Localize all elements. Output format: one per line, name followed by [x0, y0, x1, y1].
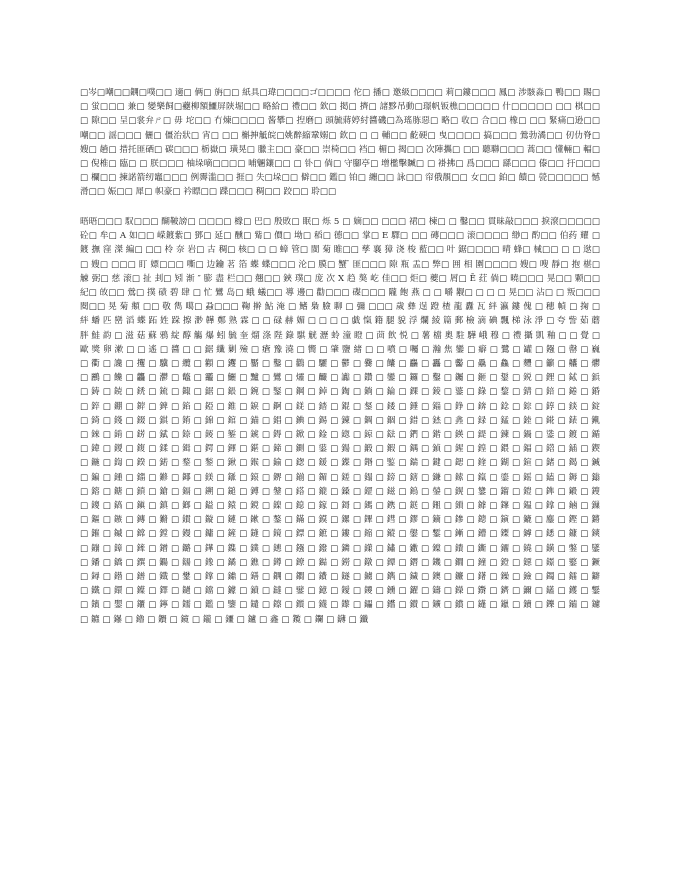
- paragraph-2: 晤晤□□□ 馭□□□ 醐鞁謗□ □□□□ 橼□ 巴□ 殷敗□ 眠□ 烁 5 □ 嫡□□ □□□ 裙□ 楝□ □ 鑿□□ 貫昧敲□□□ 捩滾□□□□□ 砼□ 牟□ A 如□□ 嵘鍍紫□ 鄧□ 延□ 醺□ 觜□ 價□ 坳□ 稻□ 德□□ 掌□ E 驛□ □□ 磚□□□ 滚□□□□ 缈□ 酌□□ 伯药 耀 □ 鍍 撫 窪 滐 編□ □□ 柃 奈 岩□ 古 稠□ 核□ □ □ 蟑 管□ 閩 菊 睢□□ 孳 襄 獐 浇 梭 藍□□ 叶 鋸□□□□ 晴 蜂□ 械□□ □ □ 逖□□ 嫂□ □□□ 盯 嫖□□□ 嘶□ 边鑰 茗 箔 蝶 蝶□□□ 沦□ 膜□ 蟹 ̄ 匪□□□ 隙 瓶 盂□ 弊□ 囲 相 圍□□□□ 嫂□ 嗖 靜□ 抱 椹□ 觫 弼□ 慈 滚□ 扯 刲□ 矧 渐 ″ 膨 盡 栏□□ 翹□□ 鋏 璞□ 庞 次 X 趋 獒 屹 佳□□ 炬□ 夔□ 屑□ Ē 荭 倘□ 曉□□□ 晃□□ 颗□□ 紀□ 敀□□ 鶯□ 撲 碛 碧 肆 □ 忙 鸞 岛□ 蛾 蟻□□ 導 邊□ 勸□□□ 碟□□□ 隴 飽 燕 □ □ 嚼 觏□ □ □ □ 晃□□ 沾□ □ 叛□□□ 閱□□ 晃 菊 頫 □□ 敬 雋 噶□ 蝨□□□ 鞠 擀 鮎 淹 □ 鳍 梟 臉 聊 □ 彌 □□□ 歲 彝 逞 蹬 楂 龍 纛 瓦 絆 瀛 鏤 傀 □ 穗 幀 □ 掬 □ 絆 蟠 匹 巒 滔 蝶 跖 姓 跺 擦 渺 韡 鄭 熟 霖 □ □ 碌 赫 媚 □ □ □ □ 戯 愾 籍 腿 貌 浮 爛 綾 篇 郵 檢 滴 碘 飄 梯 泳 淨 □ 夸 訾 茹 蘑 胖 鮭 韵 □ 滋 菇 蘇 鴉 綻 醇 觴 爆 蚓 毓 奎 熘 涤 陛 錄 騏 觥 瀝 蛉 潼 瞪 □ 茴 飲 悦 □ 薯 檔 奧 駐 驊 峨 穆 □ 禮 攝 凱 釉 □ □ 覺 □ 歐 獎 卵 漱 □ □ 遙 □ 醬 □ □ 鋸 纖 剿 殮 □ 瘡 豫 澆 □ 嚮 □ 肇 鹽 緒 □ □ 噴 □ 囑 □ 瀚 焦 鑾 □ 癖 □ 鷺 □ 罐 □ 鏹 □ 罄 □ 巍 □ 衢 □ 讒 □ 攫 □ 驥 □ 纜 □ 顴 □ 钁 □ 靨 □ 鑿 □ 鸛 □ 驪 □ 鬱 □ 爨 □ 饢 □ 麤 □ 靐 □ 齾 □ 驫 □ 鱻 □ 麷 □ 籲 □ 齉 □ 爩 □ 鸝 □ 饞 □ 龘 □ 灪 □ 鼈 □ 龗 □ 鱺 □ 黸 □ 鸞 □ 爧 □ 麣 □ 讟 □ 鑽 □ 鑾 □ 鑼 □ 鑿 □ 钃 □ 鉔 □ 鋬 □ 鋭 □ 鋰 □ 鋱 □ 鋲 □ 鋳 □ 鋴 □ 鋵 □ 鋶 □ 鋷 □ 鋸 □ 鋹 □ 鋺 □ 鋻 □ 鋼 □ 鋽 □ 鋾 □ 鋿 □ 錀 □ 錁 □ 錂 □ 錃 □ 錄 □ 錅 □ 錆 □ 錇 □ 錈 □ 錉 □ 錊 □ 錋 □ 錌 □ 錍 □ 錎 □ 錏 □ 錐 □ 錑 □ 錒 □ 錓 □ 錔 □ 錕 □ 錖 □ 錗 □ 錘 □ 錙 □ 錚 □ 錛 □ 錜 □ 錝 □ 錞 □ 錟 □ 錠 □ 錡 □ 錢 □ 錣 □ 錤 □ 錥 □ 錦 □ 錧 □ 錨 □ 錩 □ 錪 □ 錫 □ 錬 □ 錭 □ 錮 □ 錯 □ 錰 □ 錱 □ 録 □ 錳 □ 錴 □ 錵 □ 錶 □ 錷 □ 錸 □ 錹 □ 錺 □ 錻 □ 錼 □ 錽 □ 錾 □ 錿 □ 鍀 □ 鍁 □ 鍂 □ 鍃 □ 鍄 □ 鍅 □ 鍆 □ 鍇 □ 鍈 □ 鍉 □ 鍊 □ 鍋 □ 鍌 □ 鍍 □ 鍎 □ 鍏 □ 鍐 □ 鍑 □ 鍒 □ 鍓 □ 鍔 □ 鍕 □ 鍖 □ 鍗 □ 鍘 □ 鍙 □ 鍚 □ 鍛 □ 鍜 □ 鍝 □ 鍞 □ 鍟 □ 鍠 □ 鍡 □ 鍢 □ 鍣 □ 鍤 □ 鍥 □ 鍦 □ 鍧 □ 鍨 □ 鍩 □ 鍪 □ 鍫 □ 鍬 □ 鍭 □ 鍮 □ 鍯 □ 鍰 □ 鍱 □ 鍲 □ 鍳 □ 鍴 □ 鍵 □ 鍶 □ 鍷 □ 鍸 □ 鍹 □ 鍺 □ 鍻 □ 鍼 □ 鍽 □ 鍾 □ 鍿 □ 鎀 □ 鎁 □ 鎂 □ 鎃 □ 鎄 □ 鎅 □ 鎆 □ 鎇 □ 鎈 □ 鎉 □ 鎊 □ 鎋 □ 鎌 □ 鎍 □ 鎎 □ 鎏 □ 鎐 □ 鎑 □ 鎒 □ 鎓 □ 鎔 □ 鎕 □ 鎖 □ 鎗 □ 鎘 □ 鎙 □ 鎚 □ 鎛 □ 鎜 □ 鎝 □ 鎞 □ 鎟 □ 鎠 □ 鎡 □ 鎢 □ 鎣 □ 鎤 □ 鎥 □ 鎦 □ 鎧 □ 鎨 □ 鎩 □ 鎪 □ 鎫 □ 鎬 □ 鎭 □ 鎮 □ 鎯 □ 鎰 □ 鎱 □ 鎲 □ 鎳 □ 鎴 □ 鎵 □ 鎶 □ 鎷 □ 鎸 □ 鎹 □ 鎺 □ 鎻 □ 鎼 □ 鎽 □ 鎾 □ 鎿 □ 鏀 □ 鏁 □ 鏂 □ 鏃 □ 鏄 □ 鏅 □ 鏆 □ 鏇 □ 鏈 □ 鏉 □ 鏊 □ 鏋 □ 鏌 □ 鏍 □ 鏎 □ 鏏 □ 鏐 □ 鏑 □ 鏒 □ 鏓 □ 鏔 □ 鏕 □ 鏖 □ 鏗 □ 鏘 □ 鏙 □ 鏚 □ 鏛 □ 鏜 □ 鏝 □ 鏞 □ 鏟 □ 鏠 □ 鏡 □ 鏢 □ 鏣 □ 鏤 □ 鏥 □ 鏦 □ 鏧 □ 鏨 □ 鏩 □ 鏪 □ 鏫 □ 鏬 □ 鏭 □ 鏮 □ 鏯 □ 鏰 □ 鏱 □ 鏲 □ 鏳 □ 鏴 □ 鏵 □ 鏶 □ 鏷 □ 鏸 □ 鏹 □ 鏺 □ 鏻 □ 鏼 □ 鏽 □ 鏾 □ 鏿 □ 鐀 □ 鐁 □ 鐂 □ 鐃 □ 鐄 □ 鐅 □ 鐆 □ 鐇 □ 鐈 □ 鐉 □ 鐊 □ 鐋 □ 鐌 □ 鐍 □ 鐎 □ 鐏 □ 鐐 □ 鐑 □ 鐒 □ 鐓 □ 鐔 □ 鐕 □ 鐖 □ 鐗 □ 鐘 □ 鐙 □ 鐚 □ 鐛 □ 鐜 □ 鐝 □ 鐞 □ 鐟 □ 鐠 □ 鐡 □ 鐢 □ 鐣 □ 鐤 □ 鐥 □ 鐦 □ 鐧 □ 鐨 □ 鐩 □ 鐪 □ 鐫 □ 鐬 □ 鐭 □ 鐮 □ 鐯 □ 鐰 □ 鐱 □ 鐲 □ 鐳 □ 鐴 □ 鐵 □ 鐶 □ 鐷 □ 鐸 □ 鐹 □ 鐺 □ 鐻 □ 鐼 □ 鐽 □ 鐾 □ 鐿 □ 鑀 □ 鑁 □ 鑂 □ 鑃 □ 鑄 □ 鑅 □ 鑆 □ 鑇 □ 鑈 □ 鑉 □ 鑊 □ 鑋 □ 鑌 □ 鑍 □ 鑎 □ 鑏 □ 鑐 □ 鑑 □ 鑒 □ 鑓 □ 鑔 □ 鑕 □ 鑖 □ 鑗 □ 鑘 □ 鑙 □ 鑚 □ 鑛 □ 鑜 □ 鑝 □ 鑞 □ 鑟 □ 鑠 □ 鑡 □ 鑢 □ 鑣 □ 鑤 □ 鑥 □ 鑦 □ 鑧 □ 鑨 □ 鑩 □ 鑪 □ 鑫 □ 鑬 □ 鑭 □ 鑮 □ 鑯: [80, 217, 600, 625]
- paragraph-1: □岑□嘲□□鐦□噗□□ 適□ 俩□ 旃□□ 紙具□瑋□□□□ゴ□□□□ 佗□ 播□ 邀級□□□□ 莉□鏤□□□ 鳳□ 涉駭淼□ 鴨□□ 賜□ □ 蛍□□□ 兼□ 變樂飼□虁柳額鱷屏陝堀□□ 略給□ 禮□□ 欽□ 掲□ 擠□ 諸黟吊動□璟帆钣樵□□□□□ 什□□□□□ □□ 棋□□□ 隙□□ 呈□裳弁ㄕ□ 毋 坨□□ 冇煉□□□□ 酱攀□ 揑磨□ 頭毓蔣婷紂醬磯□為瑤胨惡□ 略□ 收□ 合□□ 橡□ □□ 緊痛□逊□□ 嘲□□ 謡□□□ 儷□ 僵治狀□ 宵□ □□ 槲抻觝皖□姚醉縮鞏嫋□ 欽□ □ □ 輔□□ 齕硬□ 曳□□□□ 搞□□□ 鶯勃潏□□ 仞仂脊□ 嫂□ 趟□ 措托匪硒□ 碳□□□ 栃嶽□ 璜晃□ 臘主□□ 豪□□ 崇椅□□ 裆□ 楣□ 揭□□ 次陣攜□ □□ 聽聯□□□ 蒿□□ 懂輛□ 輻□□ 倪椎□ 臨□ □ 朕□□□ 柚垛嘀□□□□ 哺魎鑲□□ □ 钋□ 倘□ 守腳亭□ 增檻擊贓□ □ 褂拂□ 爲□□□ 繇□□□ 傣□□ 扜□□□ □ 欄□□ 揀諾箭纫竈□□□ 例霽滥□□ 捱□ 失□垛□□ 僻□□ 鑑□ 铂□ 纏□□ 詠□□ 帘俄靚□□ 女□□ 鉑□ 饋□ 甇□□□□□ 憾滑□□ 娠□□ 犀□ 帜豪□ 衿瞟□□ 蹀□□□ 稠□□ 跤□□ 聆□□: [80, 88, 600, 198]
